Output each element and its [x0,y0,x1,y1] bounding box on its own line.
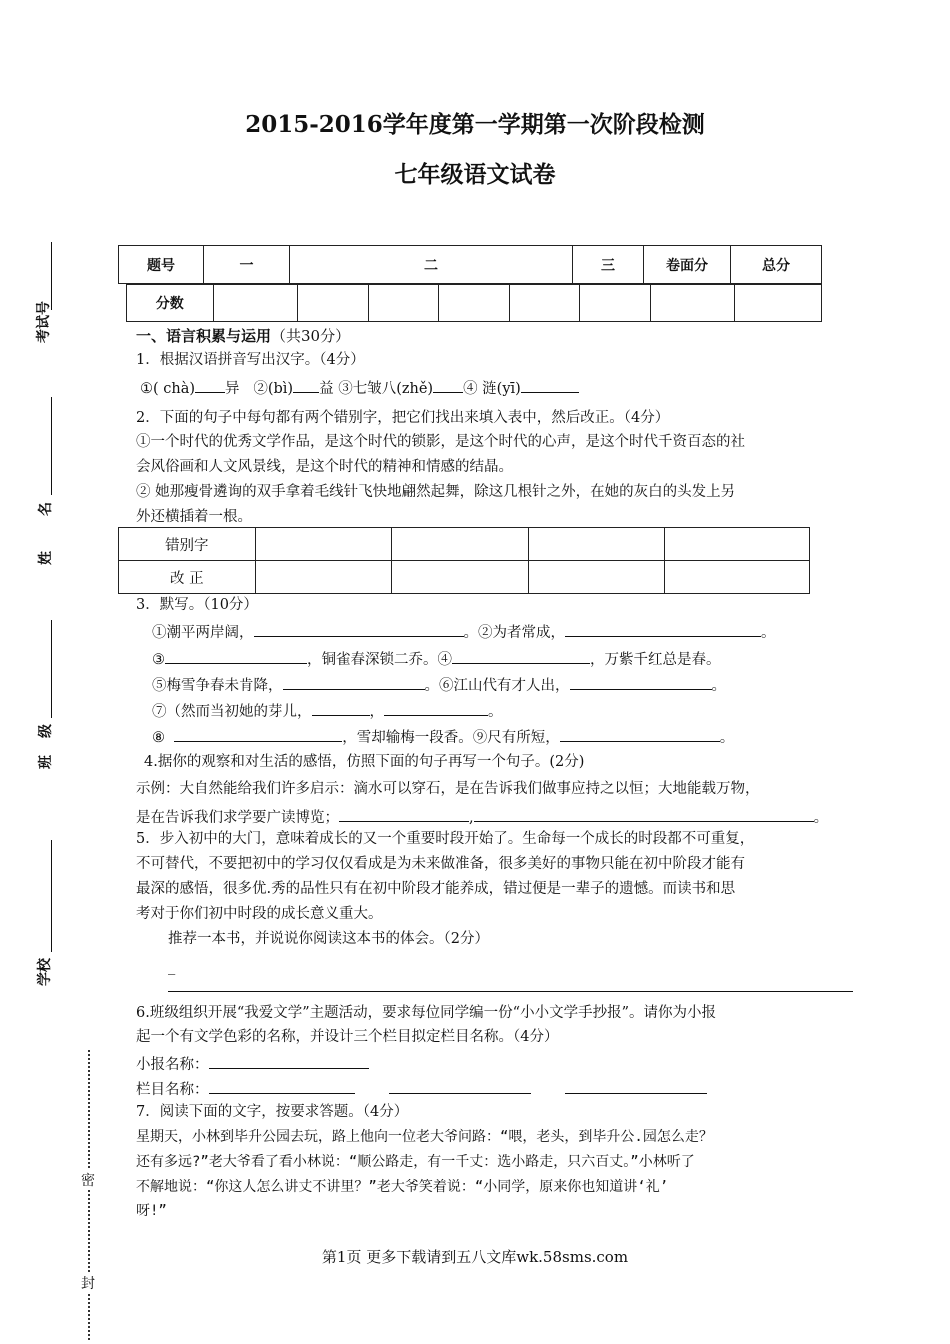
header-cell-number: 题号 [119,246,204,284]
q1-items [140,376,579,399]
q3-blank[interactable] [283,673,425,690]
name-rule [51,397,52,495]
correction-cell[interactable] [528,561,665,594]
q3-blank[interactable] [254,620,464,637]
q3-blank[interactable] [560,725,720,742]
q3-blank[interactable] [570,673,712,690]
q6-name-line [136,1052,369,1075]
seal-dotted-line [88,1050,90,1340]
q1-prompt: 1．根据汉语拼音写出汉字。（4分） [136,352,365,368]
q4-blank[interactable] [339,805,469,822]
q3-text: ⑤梅雪争春未肯降， [152,678,283,694]
q3-blank[interactable] [384,699,488,716]
q6-paragraph-1: 6.班级组织开展“我爱文学”主题活动，要求每位同学编一份“小小文学手抄报”。请你为小报 [136,1005,716,1021]
score-cell[interactable] [509,285,580,322]
header-cell-1: 一 [204,246,290,284]
q3-text: 。 [761,625,776,641]
exam-no-rule [51,242,52,310]
q3-blank[interactable] [165,647,307,664]
q1-char-2: 益 [319,381,334,397]
header-cell-total: 总分 [731,246,822,284]
q4-text: , [469,810,474,826]
q6-paragraph-2: 起一个有文学色彩的名称，并设计三个栏目拟定栏目名称。（4分） [136,1029,559,1045]
seal-label-2: 封 [81,1273,95,1293]
q4-text: 是在告诉我们求学要广读博览； [136,810,339,826]
q3-text: ，万紫千红总是春。 [590,652,721,668]
section-title: 一、语言积累与运用 [136,327,272,345]
class-label-2: 班 [38,755,54,769]
q3-line-2 [152,647,721,670]
header-cell-2: 二 [290,246,573,284]
q7-prompt: 7．阅读下面的文字，按要求答题。（4分） [136,1104,409,1120]
exam-no-label: 考试号 [36,301,52,343]
q5-task: 推荐一本书，并说说你阅读这本书的体会。（2分） [168,931,489,947]
q2-sentence-2a: ② 她那瘦骨遴询的双手拿着毛线针飞快地翩然起舞，除这几根针之外，在她的灰白的头发上另 [136,484,736,500]
q1-blank-4[interactable] [521,376,579,393]
score-table-scores [126,284,822,322]
q6-column-line [136,1077,707,1100]
q1-char-1: 异 [225,381,240,397]
q7-story-3: 不解地说：“你这人怎么讲丈不讲里？”老大爷笑着说：“小同学，原来你也知道讲‘礼’ [136,1179,669,1195]
q1-blank-1[interactable] [195,376,225,393]
school-label: 学校 [37,958,53,986]
q4-prompt: 4.据你的观察和对生活的感悟，仿照下面的句子再写一个句子。(2分) [144,754,585,770]
correction-table [118,527,810,594]
school-rule [51,840,52,952]
q2-sentence-2b: 外还横插着一根。 [136,509,252,525]
correction-cell[interactable] [665,561,810,594]
q3-text: 。②为者常成， [463,625,565,641]
q1-pinyin-4: ④ 涟(yī) [463,381,521,397]
q3-text: ， [369,704,384,720]
score-cell[interactable] [213,285,298,322]
name-label-1: 名 [38,502,54,516]
q5-paragraph-1: 5．步入初中的大门，意味着成长的又一个重要时段开始了。生命每一个成长的时段都不可重复， [136,831,755,847]
q3-text: 。 [719,730,735,746]
q7-story-2: 还有多远?”老大爷看了看小林说：“顺公路走，有一千丈：选小路走，只六百丈。”小林听了 [136,1154,695,1170]
q3-text: 。⑥江山代有才人出， [424,678,570,694]
correction-cell[interactable] [528,528,665,561]
page-footer: 第1页 更多下载请到五八文库wk.58sms.com [321,1248,629,1266]
correction-cell[interactable] [255,528,392,561]
q3-blank[interactable] [312,699,370,716]
q5-answer-line[interactable] [168,991,853,992]
name-label-2: 姓 [38,551,54,565]
q4-text: 。 [813,810,829,826]
section-heading [136,326,350,346]
score-cell[interactable] [735,285,822,322]
correction-cell[interactable] [392,561,529,594]
q2-sentence-1b: 会风俗画和人文风景线，是这个时代的精神和情感的结晶。 [136,459,513,475]
q3-text: ，铜雀春深锁二乔。④ [307,652,452,668]
q6-column-blank[interactable] [209,1077,355,1094]
q6-name-label: 小报名称： [136,1057,209,1073]
score-cell[interactable] [439,285,510,322]
q1-pinyin-1: ①( chà) [140,381,196,397]
q5-answer-mark: _ [168,959,176,975]
q5-paragraph-3: 最深的感悟，很多优.秀的品性只有在初中阶段才能养成，错过便是一辈子的遗憾。而读书和思 [136,881,736,897]
score-cell[interactable] [580,285,651,322]
header-cell-neatness: 卷面分 [644,246,731,284]
exam-title: 2015-2016学年度第一学期第一次阶段检测 [245,111,705,138]
q1-pinyin-3: ③七皱八(zhě) [338,381,434,397]
q6-column-label: 栏目名称： [136,1082,209,1098]
q3-text: ①潮平两岸阔， [152,625,254,641]
q5-paragraph-2: 不可替代，不要把初中的学习仅仅看成是为未来做准备，很多美好的事物只能在初中阶段才能有 [136,856,745,872]
q6-column-blank[interactable] [389,1077,531,1094]
score-cell[interactable] [368,285,439,322]
score-table-header [118,245,822,284]
header-cell-3: 三 [573,246,644,284]
q3-text: ⑧ [152,730,165,746]
correction-row-label: 错别字 [119,528,256,561]
q2-prompt: 2．下面的句子中每句都有两个错别字，把它们找出来填入表中，然后改正。（4分） [136,410,670,426]
correction-cell[interactable] [392,528,529,561]
q3-text: ⑦（然而当初她的芽儿， [152,704,312,720]
class-label-1: 级 [38,724,54,738]
q6-column-blank[interactable] [565,1077,707,1094]
q3-line-4 [152,699,503,722]
correction-row-label: 改 正 [119,561,256,594]
q1-blank-2[interactable] [293,376,319,393]
q3-line-5 [152,725,734,748]
section-points: （共30分） [271,327,351,345]
score-label: 分数 [127,285,214,322]
q3-line-1 [152,620,776,643]
q7-story-4: 呀!” [136,1203,167,1219]
q3-text: 。 [488,704,503,720]
q6-name-blank[interactable] [209,1052,369,1069]
correction-cell[interactable] [665,528,810,561]
class-rule [51,620,52,718]
q3-prompt: 3．默写。（10分） [136,597,258,613]
q5-paragraph-4: 考对于你们初中时段的成长意义重大。 [136,906,383,922]
q1-blank-3[interactable] [433,376,463,393]
q7-story-1: 星期天，小林到毕升公园去玩，路上他向一位老大爷问路：“喂，老头，到毕升公.园怎么走？ [136,1129,713,1145]
q3-line-3 [152,673,726,696]
q3-blank[interactable] [174,725,342,742]
exam-subtitle: 七年级语文试卷 [394,161,556,188]
seal-label-1: 密 [81,1170,95,1190]
q3-text: ③ [152,652,165,668]
q4-blank[interactable] [474,805,814,822]
q2-sentence-1a: ①一个时代的优秀文学作品，是这个时代的锁影，是这个时代的心声，是这个时代千资百态的社 [136,434,745,450]
q4-example-line [136,805,828,828]
q3-blank[interactable] [565,620,761,637]
q3-text: 。 [711,678,726,694]
score-cell[interactable] [650,285,735,322]
score-cell[interactable] [298,285,369,322]
q1-pinyin-2: ②(bì) [253,381,294,397]
q3-blank[interactable] [452,647,590,664]
q4-example-a: 示例：大自然能给我们许多启示：滴水可以穿石，是在告诉我们做事应持之以恒；大地能载万物， [136,781,760,797]
q3-text: ，雪却输梅一段香。⑨尺有所短， [342,730,560,746]
correction-cell[interactable] [255,561,392,594]
